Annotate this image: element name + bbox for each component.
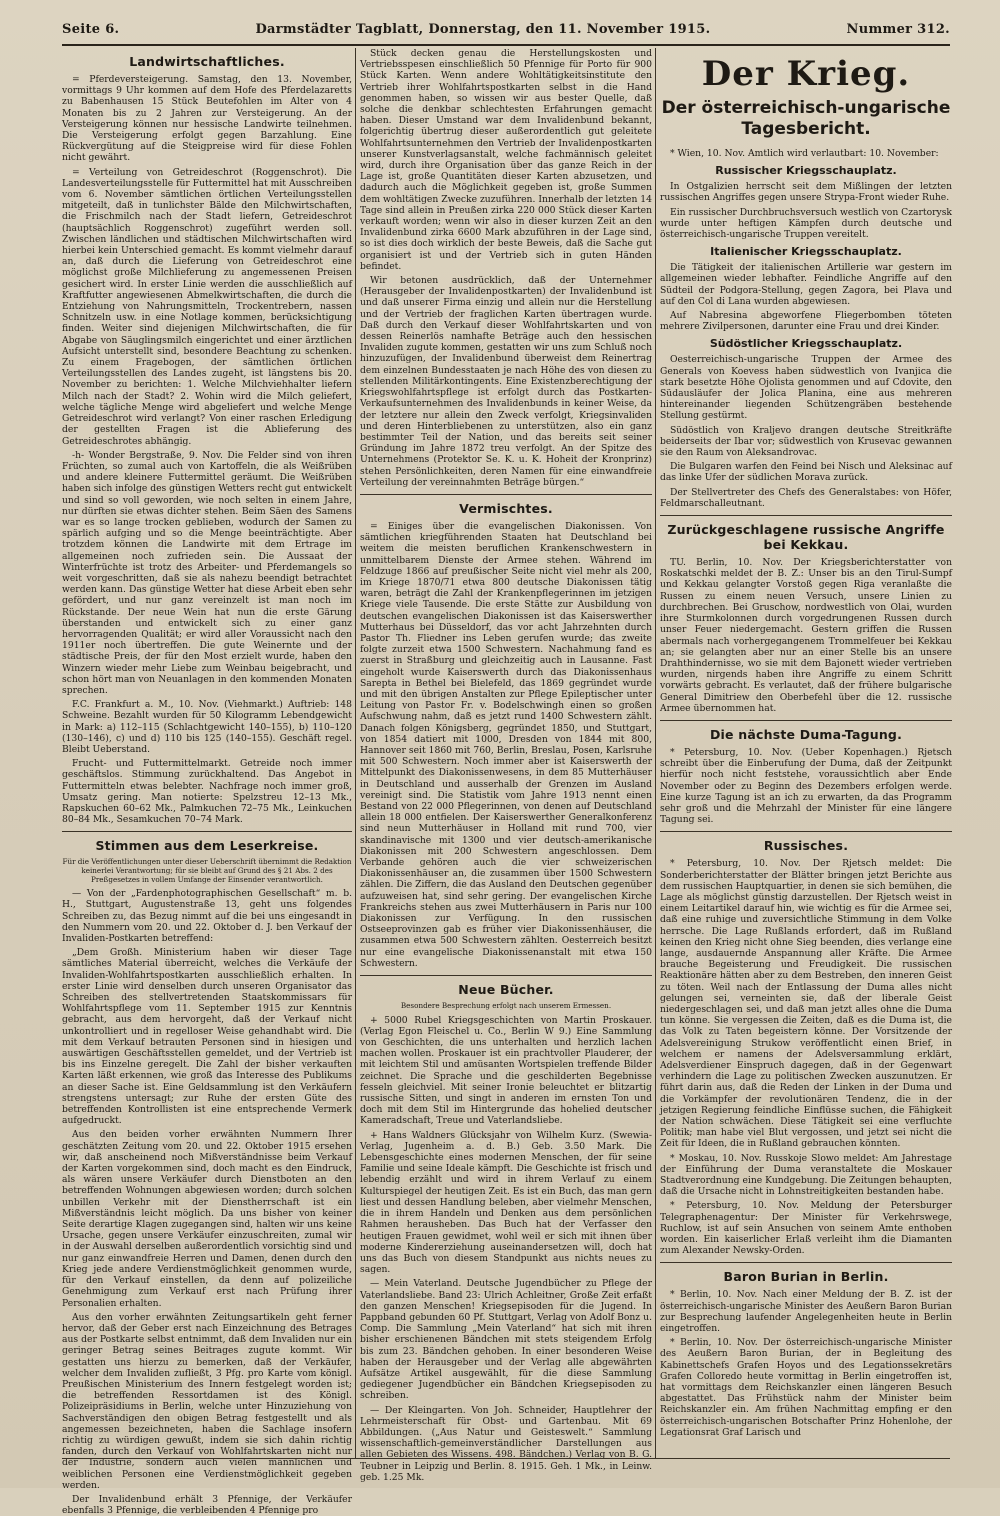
bottom-rule bbox=[62, 1458, 950, 1459]
article-paragraph: Der Invalidenbund erhält 3 Pfennige, der Verkäufer ebenfalls 3 Pfennige, die verbleibenden 4 Pfennige pro bbox=[62, 1493, 352, 1516]
masthead-rule bbox=[62, 44, 950, 46]
column-3 bbox=[660, 48, 952, 1458]
section-heading: Zurückgeschlagene russische Angriffe bei Kekkau. bbox=[667, 522, 945, 553]
article-paragraph: — Von der „Fardenphotographischen Gesellschaft“ m. b. H., Stuttgart, Augustenstraße 13, geht uns folgendes Schreiben zu, das Bezug nimmt auf die bei uns eingesandt in den Nummern vom 20. und 22. Oktober d. J. ben Verkauf der Invaliden-Postkarten betreffend: bbox=[62, 888, 352, 944]
section-heading: Stimmen aus dem Leserkreise. bbox=[95, 838, 319, 854]
section-separator bbox=[660, 720, 952, 721]
section-separator bbox=[660, 515, 952, 516]
article-paragraph: Südöstlich von Kraljevo drangen deutsche Streitkräfte beiderseits der Ibar vor; südwestlich von Krusevac gewannen sie den Raum von Aleksandrovac. bbox=[660, 424, 952, 459]
article-paragraph: In Ostgalizien herrscht seit dem Mißlingen der letzten russischen Angriffes gegen unsere Strypa-Front wieder Ruhe. bbox=[660, 181, 952, 204]
article-paragraph: F.C. Frankfurt a. M., 10. Nov. (Viehmarkt.) Auftrieb: 148 Schweine. Bezahlt wurden für 50 Kilogramm Lebendgewicht in Mark: a) 112–115 (Schlachtgewicht 140–155), b) 110–120 (130–146), c) und d) 110 bis 125 (140–155). Geschäft regel. Bleibt Ueberstand. bbox=[62, 699, 352, 755]
article-paragraph: * Petersburg, 10. Nov. Meldung der Petersburger Telegraphenagentur: Der Minister für Verkehrswege, Ruchlow, ist auf sein Ansuchen von seinem Amte enthoben worden. Ein kaiserlicher Erlaß verleiht ihm die Diamanten zum Alexander Newsky-Orden. bbox=[660, 1200, 952, 1257]
section-separator bbox=[360, 975, 652, 976]
column-divider-1 bbox=[355, 48, 356, 1458]
article-paragraph: = Verteilung von Getreideschrot (Roggenschrot). Die Landesverteilungsstelle für Futtermittel hat mit Ausschreiben vom 6. November sämtlichen örtlichen Verteilungsstellen mitgeteilt, daß in tunlichster Bälde den Milchwirtschaften, die Frischmilch nach der Stadt liefern, Getreideschrot (hauptsächlich Roggenschrot) zugeführt werden soll. Zwischen ländlichen und städtischen Milchwirtschaften wird hierbei kein Unterschied gemacht. Es kommt vielmehr darauf an, daß durch die Lieferung von Getreideschrot eine möglichst große Milchlieferung zu angemessenen Preisen gesichert wird. In erster Linie werden die ausschließlich auf Kraftfutter angewiesenen Abmelkwirtschaften, die durch die Entziehung von Nahrungsmitteln, Trockentrebern, nassen Schnitzeln usw. in eine Notlage kommen, berücksichtigung finden. Weiter sind diejenigen Milchwirtschaften, die für Abgabe von Säuglingsmilch eingerichtet und einer ärztlichen Aufsicht unterstellt sind, besondere Beachtung zu schenken. Zu einem Fragebogen, der sämtlichen örtlichen Verteilungsstellen des Landes zugeht, ist längstens bis 20. November zu berichten: 1. Welche Milchviehhalter liefern Milch nach der Stadt? 2. Wohin wird die Milch geliefert, welche tägliche Menge wird abgeliefert und welche Menge Getreideschrot wird verlangt? Von einer raschen Erledigung der gestellten Fragen ist die Ablieferung des Getreideschrotes abhängig. bbox=[62, 166, 352, 447]
article-paragraph: Wir betonen ausdrücklich, daß der Unternehmer (Herausgeber der Invalidenpostkarten) der Invalidenbund ist und daß unserer Firma einzig und allein nur die Herstellung und der Vertrieb der fraglichen Karten übertragen wurde. Daß durch den Verkauf dieser Wohlfahrtskarten und von dessen Reinerlös namhafte Beträge auch den hessischen Invaliden zugute kommen, gestatten wir uns zum Schluß noch hinzuzufügen, der Invalidenbund überweist dem Reinertrag dem einzelnen Bundesstaaten je nach Höhe des von diesen zu stellenden Militärkontingents. Eine Existenzberechtigung der Kriegswohlfahrtspflege ist erfolgt durch das Postkarten-Verkaufsunternehmen des Invalidenbunds in keiner Weise, da der letztere nur allein den Zweck verfolgt, Kriegsinvaliden und deren Hinterbliebenen zu unterstützen, also ein ganz bestimmter Teil der Nation, und das bereits seit seiner Gründung im Jahre 1872 treu verfolgt. An der Spitze des Unternehmens (Protektor Se. K. u. K. Hoheit der Kronprinz) stehen Persönlichkeiten, deren Namen für eine einwandfreie Verteilung der vereinnahmten Beträge bürgen.“ bbox=[360, 275, 652, 488]
section-separator bbox=[660, 1262, 952, 1263]
article-paragraph: — Mein Vaterland. Deutsche Jugendbücher zu Pflege der Vaterlandsliebe. Band 23: Ulrich Achleitner, Große Zeit erfaßt den ganzen Menschen! Kriegsepisoden für die Jugend. In Pappband gebunden 60 Pf. Stuttgart, Verlag von Adolf Bonz u. Comp. Die Sammlung „Mein Vaterland“ hat sich mit ihren bisher erschienenen Bändchen mit stets steigendem Erfolg bis zum 23. Bändchen gehoben. In einer besonderen Weise haben der Herausgeber und der Verlag alle abgewährten Aufsätze Artikel ausgewählt, für die diese Sammlung gediegener Jugendbücher ein Bändchen Kriegsepisoden zu schreiben. bbox=[360, 1278, 652, 1402]
issue-number: Nummer 312. bbox=[846, 22, 950, 37]
article-paragraph: Frucht- und Futtermittelmarkt. Getreide noch immer geschäftslos. Stimmung zurückhaltend. Das Angebot in Futtermitteln etwas belebter. Nachfrage noch immer groß, Umsatz gering. Man notierte: Spelzstreu 12–13 Mk., Rapskuchen 60–62 Mk., Palmkuchen 72–75 Mk., Leinkuchen 80–84 Mk., Sesamkuchen 70–74 Mark. bbox=[62, 758, 352, 826]
article-paragraph: Oesterreichisch-ungarische Truppen der Armee des Generals von Koevess haben südwestlich von Ivanjica die stark besetzte Höhe Ojolista genommen und auf Cdovite, den Südausläufer der Jolica Planina, eine aus mehreren hintereinander liegenden Schützengräben bestehende Stellung gestürmt. bbox=[660, 354, 952, 422]
masthead bbox=[62, 22, 950, 46]
subsection-heading: Russischer Kriegsschauplatz. bbox=[715, 164, 897, 178]
article-paragraph: Der Stellvertreter des Chefs des Generalstabes: von Höfer, Feldmarschalleutnant. bbox=[660, 486, 952, 509]
article-paragraph: * Berlin, 10. Nov. Der österreichisch-ungarische Minister des Aeußern Baron Burian, der in Begleitung des Kabinettschefs Grafen Hoyos und des Legationssekretärs Grafen Colloredo heute vormittag in Berlin eingetroffen ist, hat vormittags dem Reichskanzler einen längeren Besuch abgestattet. Das Frühstück nahm der Minister beim Reichskanzler ein. Am frühen Nachmittag empfing er den österreichisch-ungarischen Botschafter Prinz Hohenlohe, der Legationsrat Graf Larisch und bbox=[660, 1337, 952, 1438]
article-paragraph: — Der Kleingarten. Von Joh. Schneider, Hauptlehrer der Lehrmeisterschaft für Obst- und Gartenbau. Mit 69 Abbildungen. („Aus Natur und Geisteswelt.“ Sammlung wissenschaftlich-gemeinverständlicher Darstellungen aus allen Gebieten des Wissens. 498. Bändchen.) Verlag von B. G. Teubner in Leipzig und Berlin. 8. 1915. Geh. 1 Mk., in Leinw. geb. 1.25 Mk. bbox=[360, 1404, 652, 1483]
article-paragraph: * Berlin, 10. Nov. Nach einer Meldung der B. Z. ist der österreichisch-ungarische Minister des Aeußern Baron Burian zur Besprechung laufender Angelegenheiten heute in Berlin eingetroffen. bbox=[660, 1289, 952, 1335]
article-paragraph: + 5000 Rubel Kriegsgeschichten von Martin Proskauer. (Verlag Egon Fleischel u. Co., Berlin W 9.) Eine Sammlung von Geschichten, die uns unterhalten und herzlich lachen machen wollen. Proskauer ist ein prachtvoller Plauderer, der mit leichtem Stil und amüsanten Wortspielen treffende Bilder zeichnet. Die Sprache und die geschilderten Begebnisse fesseln gleichviel. Mit seiner Ironie beleuchtet er blitzartig russische Sitten, und singt in anderen im ernsten Ton und doch mit dem Stil im Hintergrunde das hohelied deutscher Kameradschaft, Treue und Vaterlandsliebe. bbox=[360, 1014, 652, 1127]
article-paragraph: Ein russischer Durchbruchsversuch westlich von Czartorysk wurde unter heftigen Kämpfen durch deutsche und österreichisch-ungarische Truppen vereitelt. bbox=[660, 206, 952, 241]
article-paragraph: * Petersburg, 10. Nov. (Ueber Kopenhagen.) Rjetsch schreibt über die Einberufung der Duma, daß der Zeitpunkt hierfür noch nicht feststehe, voraussichtlich aber Ende November oder zu Beginn des Dezembers erfolgen werde. Eine kurze Tagung ist an ich zu erwarten, da das Programm sehr groß und die Mehrzahl der Minister für eine längere Tagung sei. bbox=[660, 746, 952, 826]
section-separator bbox=[62, 831, 352, 832]
article-paragraph: * Wien, 10. Nov. Amtlich wird verlautbart: 10. November: bbox=[670, 148, 939, 159]
subsection-heading: Italienischer Kriegsschauplatz. bbox=[710, 245, 902, 259]
section-separator bbox=[660, 831, 952, 832]
article-paragraph: Aus den beiden vorher erwähnten Nummern Ihrer geschätzten Zeitung vom 20. und 22. Oktober 1915 ersehen wir, daß anscheinend noch Mißverständnisse beim Verkauf der Karten vorgekommen sind, doch macht es den Eindruck, als wären unsere Verkäufer durch Dienstboten an den betreffenden Wohnungen abgewiesen worden; durch solchen unbillen Verkehr mit der Dienstherrschaft ist ein Mißverständnis leicht möglich. Da uns bisher von keiner Seite derartige Klagen zugegangen sind, halten wir uns keine Ursache, gegen unsere Verkäufer einzuschreiten, zumal wir in der Auswahl derselben außerordentlich vorsichtig sind und nur ganz einwandfreie Herren und Damen, denen durch den Krieg jede andere Verdienstmöglichkeit genommen wurde, für den Verkauf einstellen, da denn auf polizeiliche Genehmigung zum Verkauf erst nach Prüfung ihrer Personalien erhalten. bbox=[62, 1129, 352, 1309]
war-title: Der Krieg. bbox=[701, 54, 911, 94]
editor-note: Für die Veröffentlichungen unter dieser Ueberschrift übernimmt die Redaktion keinerlei Verantwortung; für sie bleibt auf Grund des § 21 Abs. 2 des Preßgesetzes in vollem Umfange der Einsender verantwortlich. bbox=[62, 857, 352, 884]
article-paragraph: Die Bulgaren warfen den Feind bei Nisch und Aleksinac auf das linke Ufer der südlichen Morava zurück. bbox=[660, 461, 952, 484]
subsection-heading: Südöstlicher Kriegsschauplatz. bbox=[709, 337, 903, 351]
column-2 bbox=[360, 48, 652, 1483]
column-divider-2 bbox=[655, 48, 656, 1458]
article-paragraph: TU. Berlin, 10. Nov. Der Kriegsberichterstatter von Roskatschki meldet der B. Z.: Unser bis an den Tirul-Sumpf und Kekkau gelangter Vorstoß gegen Riga veranlaßte die Russen zu einem neuen Versuch, unsere Linien zu durchbrechen. Bei Gruschow, nordwestlich von Olai, wurden ihre Sturmkolonnen durch vorgedrungenen Russen durch unser Feuer niedergemacht. Gestern griffen die Russen abermals nach vorhergegangenem Trommelfeuer bei Kekkau an; sie gelangten aber nur an einer Stelle bis an unsere Drahthindernisse, wo sie mit dem Bajonett wieder vertrieben wurden, nirgends haben ihre Angriffe zu einem Schritt vorwärts gebracht. Es verlautet, daß der frühere bulgarische General Dimitriew den Oberbefehl über die 12. russische Armee übernommen hat. bbox=[660, 557, 952, 714]
article-paragraph: Stück decken genau die Herstellungskosten und Vertriebsspesen einschließlich 50 Pfennige für Porto für 900 Stück Karten. Wenn andere Wohltätigkeitsinstitute den Vertrieb ihrer Wohlfahrtspostkarten selbst in die Hand genommen haben, so wissen wir aus bester Quelle, daß solche die denkbar schlechtesten Erfahrungen gemacht haben. Dieser Umstand war dem Invalidenbund bekannt, folgerichtig übertrug dieser außerordentlich gut geleitete Wohlfahrtsunternehmen den Vertrieb der Invalidenpostkarten unserer Kunstverlagsanstalt, welche fachmännisch geleitet wird, durch ihre Organisation über das ganze Reich in der Lage ist, große Quantitäten dieser Karten abzusetzen, und dadurch auch die Möglichkeit gegeben ist, große Summen dem wohltätigen Zwecke zuzuführen. Innerhalb der letzten 14 Tage sind allein in Preußen zirka 220 000 Stück dieser Karten verkauft worden; wenn wir also in dieser kurzen Zeit an den Invalidenbund zirka 6600 Mark abzuführen in der Lage sind, so ist dies doch wirklich der beste Beweis, daß die Sache gut organisiert ist und der Vertrieb sich in guten Händen befindet. bbox=[360, 48, 652, 272]
section-heading: Landwirtschaftliches. bbox=[129, 54, 285, 69]
article-paragraph: -h- Wonder Bergstraße, 9. Nov. Die Felder sind von ihren Früchten, so zumal auch von Kartoffeln, die als Weißrüben und andere kleinere Futtermittel geräumt. Die Weißrüben haben sich infolge des günstigen Wetters recht gut entwickelt und sind so voll geworden, wie noch selten in einem Jahre, nur dürften sie etwas dichter stehen. Beim Säen des Samens war es so lange trocken geblieben, wodurch der Samen zu spärlich aufging und so die Menge beeinträchtigte. Aber trotzdem können die Landwirte mit dem Ertrage im allgemeinen noch zufrieden sein. Die Aussaat der Winterfrüchte ist trotz des Arbeiter- und Pferdemangels so weit vorgeschritten, daß sie als nahezu beendigt betrachtet werden kann. Das günstige Wetter hat diese Arbeit eben sehr gefördert, und nur ganz vereinzelt ist man noch im Rückstande. Der neue Wein hat nun die erste Gärung überstanden und entwickelt sich zu einer ganz hervorragenden Qualität; er wird aller Voraussicht nach den 1911er noch übertreffen. Die gute Weinernte und der städtische Preis, der für den Most erzielt wurde, haben den Winzern wieder mehr Liebe zum Weinbau beigebracht, und schon hört man von Neuanlagen in den kommenden Monaten sprechen. bbox=[62, 449, 352, 696]
paper-dateline: Darmstädter Tagblatt, Donnerstag, den 11. November 1915. bbox=[255, 22, 711, 37]
section-heading: Die nächste Duma-Tagung. bbox=[709, 726, 903, 742]
section-heading: Baron Burian in Berlin. bbox=[723, 1269, 889, 1285]
article-paragraph: „Dem Großh. Ministerium haben wir dieser Tage sämtliches Material überreicht, welches die Verkäufe der Invaliden-Wohlfahrtspostkarten ausschließlich erhalten. In erster Linie wird denselben durch unseren Organisator das Schreiben des stellvertretenden Staatskommissars für Wohlfahrtspflege vom 11. September 1915 zur Kenntnis gebracht, aus dem hervorgeht, daß der Verkauf nicht unkontrolliert und in regelloser Weise gehandhabt wird. Die mit dem Verkauf betrauten Personen sind in hiesigen und auswärtigen Geschäftsstellen gemeldet, und der Vertrieb ist bis ins Einzelne geregelt. Die Zahl der bisher verkauften Karten läßt erkennen, wie groß das Interesse des Publikums an dieser Sache ist. Eine Geldsammlung ist den Verkäufern strengstens untersagt; zur Ruhe der ersten Güte des betreffenden Kontrollisten ist eine entsprechende Vermerk aufgedruckt. bbox=[62, 947, 352, 1127]
section-separator bbox=[360, 494, 652, 495]
column-1 bbox=[62, 48, 352, 1516]
section-heading: Vermischtes. bbox=[459, 500, 553, 516]
editor-note: Besondere Besprechung erfolgt nach unserem Ermessen. bbox=[400, 1001, 612, 1011]
section-heading: Russisches. bbox=[763, 838, 849, 854]
article-paragraph: * Petersburg, 10. Nov. Der Rjetsch meldet: Die Sonderberichterstatter der Blätter bringen jetzt Berichte aus dem russischen Hauptquartier, in denen sie sich bemühen, die Lage als möglichst günstig darzustellen. Der Rjetsch weist in einem Leitartikel darauf hin, wie wichtig es für die Armee sei, daß eine ruhige und zuversichtliche Stimmung in dem Volke herrsche. Die Lage Rußlands erfordert, daß im Rußland keinen den Krieg nicht ohne Sieg beenden, dies verlange eine lange, ausdauernde Anspannung aller Kräfte. Die Armee brauche Begeisterung und Freudigkeit. Die russischen Reaktionäre hätten aber zu dem Bestreben, den inneren Geist zu töten. Weil nach der Entlassung der Duma alles nicht gelungen sei, verneinten sie, daß der liberale Geist niedergeschlagen sei, und daß man jetzt alles ohne die Duma tun könne. Sie vergessen die Zeiten, daß es die Duma ist, die das Volk zu Taten begeistern könne. Der Vorsitzende der Adelsvereinigung Strukow veröffentlicht einen Brief, in welchem er namens der Adelsversammlung erklärt, Adelsverdiener Einspruch dagegen, daß in der Gegenwart verhindern die Lage zu politischen Zwecken auszunutzen. Er führt darin aus, daß die Reden der Linken in der Duma und die Vorkämpfer der revolutionären Tendenz, die in der jetzigen Regierung feindliche Einflüsse suchen, die Fähigkeit der Nation schwächen. Diese Tätigkeit sei eine verfluchte Politik; man habe viel Blut vergossen, und jetzt sei nicht die Zeit für Ideen, die in Rußland gebrauchen könnten. bbox=[660, 858, 952, 1150]
page-number: Seite 6. bbox=[62, 22, 120, 37]
war-subtitle: Der österreichisch-ungarische Tagesbericht. bbox=[661, 98, 951, 139]
section-heading: Neue Bücher. bbox=[458, 982, 554, 998]
article-paragraph: = Einiges über die evangelischen Diakonissen. Von sämtlichen kriegführenden Staaten hat Deutschland bei weitem die meisten beruflichen Krankenschwestern in unmittelbarem Dienste der Armee stehen. Während im Feldzuge 1866 auf preußischer Seite nicht viel mehr als 200, im Kriege 1870/71 etwa 800 deutsche Diakonissen tätig waren, beträgt die Zahl der Krankenpflegerinnen im jetzigen Kriege viele Tausende. Die erste Stätte zur Ausbildung von deutschen evangelischen Diakonissen ist das Kaiserswerther Mutterhaus bei Düsseldorf, das vor acht Jahrzehnten durch Pastor Th. Fliedner ins Leben gerufen wurde; das zweite folgte zurzeit etwa 1500 Schwestern. Nachahmung fand es zuerst in Straßburg und gleichzeitig auch in Lausanne. Fast eingeholt wurde Kaiserswerth durch das Diakonissenhaus Sarepta in Bethel bei Bielefeld, das 1869 gegründet wurde und mit den übrigen Anstalten zur Pflege Epileptischer unter Leitung von Pastor Fr. v. Bodelschwingh einen so großen Aufschwung nahm, daß es jetzt rund 1400 Schwestern zählt. Danach folgen Königsberg, gegründet 1850, und Stuttgart, von 1854 datiert mit 1000, Dresden von 1844 mit 800, Hannover seit 1860 mit 760, Berlin, Breslau, Posen, Karlsruhe mit 500 Schwestern. Noch immer aber ist Kaiserswerth der Mittelpunkt des Diakonissenwesens, in dem 85 Mutterhäuser in Deutschland und ausserhalb der Grenzen im Ausland vereinigt sind. Die Statistik vom Jahre 1913 nennt einen Bestand von 22 000 Pflegerinnen, von denen auf Deutschland allein 18 000 entfielen. Der Kaiserswerther Generalkonferenz sind neun Mutterhäuser in Holland mit rund 700, vier skandinavische mit 1300 und vier deutsch-amerikanische Diakonissen mit 200 Schwestern angeschlossen. Dem Verbande gehören auch die vier schweizerischen Diakonissenhäuser an, die zusammen über 1500 Schwestern zählen. Die Ziffern, die das Ausland den Deutschen gegenüber aufzuweisen hat, sind sehr gering. Der evangelischen Kirche Frankreichs stehen aus zwei Mutterhäusern in Paris nur 100 Diakonissen zur Verfügung. In den russischen Ostseeprovinzen gab es früher vier Diakonissenhäuser, die zusammen etwa 500 Schwestern zählten. Oesterreich besitzt nur eine evangelische Diakonissenanstalt mit etwa 150 Schwestern. bbox=[360, 520, 652, 969]
article-paragraph: = Pferdeversteigerung. Samstag, den 13. November, vormittags 9 Uhr kommen auf dem Hofe des Pferdelazaretts zu Babenhausen 15 Stück Beutefohlen im Alter von 4 Monaten bis zu 2 Jahren zur Versteigerung. An der Versteigerung können nur hessische Landwirte teilnehmen. Die Versteigerung erfolgt gegen Barzahlung. Eine Rückvergütung auf die Steigpreise wird für diese Fohlen nicht gewährt. bbox=[62, 74, 352, 164]
article-paragraph: + Hans Waldners Glücksjahr von Wilhelm Kurz. (Swewia-Verlag, Jugenheim a. d. B.) Geb. 3.50 Mark. Die Lebensgeschichte eines modernen Menschen, der für seine Familie und seine Ideale kämpft. Die Geschichte ist frisch und lebendig erzählt und wird in ihrem Verlauf zu einem Kulturspiegel der heutigen Zeit. Es ist ein Buch, das man gern liest und dessen Handlung beleben, aber vielmehr Menschen, die in ihrem Handeln und Denken aus dem persönlichen Rahmen herausheben. Das Buch hat der Verfasser den heutigen Frauen gewidmet, wohl weil er sich mit ihnen über moderne Kindererziehung auseinandersetzen will, doch hat uns das Buch von diesem Standpunkt aus nichts neues zu sagen. bbox=[360, 1129, 652, 1276]
article-paragraph: Die Tätigkeit der italienischen Artillerie war gestern im allgemeinen wieder lebhafter. Feindliche Angriffe auf den Südteil der Podgora-Stellung, gegen Zagora, bei Plava und auf den Col di Lana wurden abgewiesen. bbox=[660, 262, 952, 307]
article-paragraph: Aus den vorher erwähnten Zeitungsartikeln geht ferner hervor, daß der Geber erst nach Einzeichnung des Betrages aus der Postkarte selbst entnimmt, daß dem Invaliden nur ein geringer Betrag seines Beitrages zugute kommt. Wir gestatten uns hierzu zu bemerken, daß der Verkäufer, welcher dem Invaliden zufließt, 3 Pfg. pro Karte vom königl. Preußischen Ministerium des Innern festgelegt worden ist; die betreffenden Ressortdamen ist des Königl. Polizeipräsidiums in Berlin, welche unter Hinzuziehung von Sachverständigen den obigen Betrag festgestellt und als angemessen bezeichneten, haben die Sachlage insofern richtig zu würdigen gewußt, indem sie sich dahin richtig fanden, durch den Verkauf von Wohlfahrtskarten nicht nur der Industrie, sondern auch vielen männlichen und weiblichen Personen eine Verdienstmöglichkeit gegeben werden. bbox=[62, 1311, 352, 1491]
article-paragraph: Auf Nabresina abgeworfene Fliegerbomben töteten mehrere Zivilpersonen, darunter eine Frau und drei Kinder. bbox=[660, 310, 952, 333]
article-paragraph: * Moskau, 10. Nov. Russkoje Slowo meldet: Am Jahrestage der Einführung der Duma veranstaltete die Moskauer Stadtverordnung eine Kundgebung. Die Zeitungen behaupten, daß die Ursache nicht in Lohnstreitigkeiten bestanden habe. bbox=[660, 1152, 952, 1198]
